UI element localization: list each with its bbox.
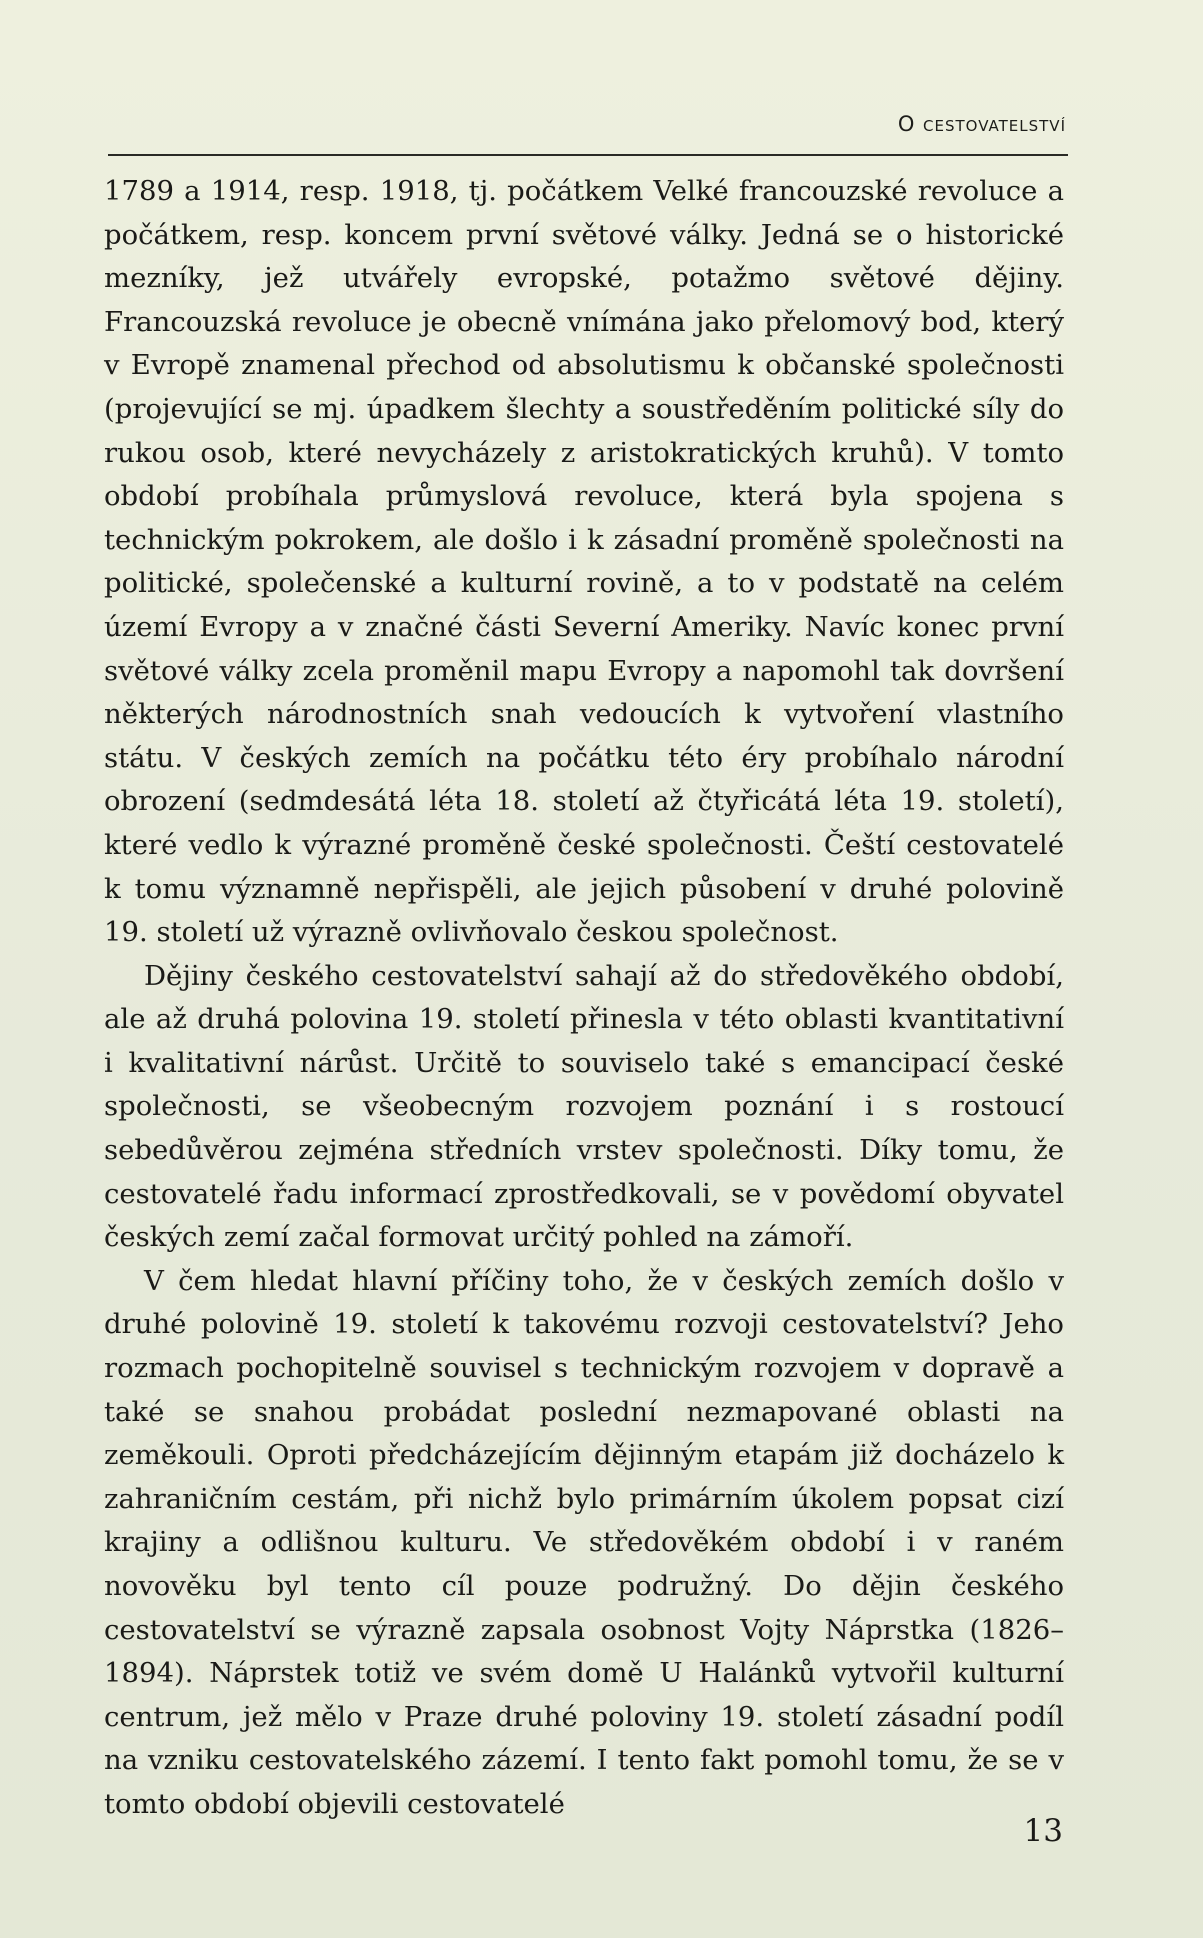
running-head (108, 104, 1068, 156)
paragraph-3: V čem hledat hlavní příčiny toho, že v českých zemích došlo v druhé polovině 19. století k takovému rozvoji cestovatelství? Jeho rozmach pochopitelně souvisel s technickým rozvojem v dopravě a také se snahou probádat poslední nezmapované oblasti na zeměkouli. Oproti předcházejícím dějinným etapám již docházelo k zahraničním cestám, při nichž bylo primárním úkolem popsat cizí krajiny a odlišnou kulturu. Ve středověkém období i v raném novověku byl tento cíl pouze podružný. Do dějin českého cestovatelství se výrazně zapsala osobnost Vojty Náprstka (1826–1894). Náprstek totiž ve svém domě U Halánků vytvořil kulturní centrum, jež mělo v Praze druhé poloviny 19. století zásadní podíl na vzniku cestovatelského zázemí. I tento fakt pomohl tomu, že se v tomto období objevili cestovatelé (104, 1264, 1064, 1820)
paragraph-1: 1789 a 1914, resp. 1918, tj. počátkem Velké francouzské revoluce a počátkem, resp. koncem první světové války. Jedná se o historické mezníky, jež utvářely evropské, potažmo světové dějiny. Francouzská revoluce je obecně vnímána jako přelomový bod, který v Evropě znamenal přechod od absolutismu k občanské společnosti (projevující se mj. úpadkem šlechty a soustředěním politické síly do rukou osob, které nevycházely z aristokratických kruhů). V tomto období probíhala průmyslová revoluce, která byla spojena s technickým pokrokem, ale došlo i k zásadní proměně společnosti na politické, společenské a kulturní rovině, a to v podstatě na celém území Evropy a v značné části Severní Ameriky. Navíc konec první světové války zcela proměnil mapu Evropy a napomohl tak dovršení některých národnostních snah vedoucích k vytvoření vlastního státu. V českých zemích na počátku této éry probíhalo národní obrození (sedmdesátá léta 18. století až čtyřicátá léta 19. století), které vedlo k výrazné proměně české společnosti. Čeští cestovatelé k tomu významně nepřispěli, ale jejich působení v druhé polovině 19. století už výrazně ovlivňovalo českou společnost. (104, 175, 1064, 949)
body-text (104, 170, 1064, 1827)
paragraph-2: Dějiny českého cestovatelství sahají až do středověkého období, ale až druhá polovina 19. století přinesla v této oblasti kvantitativní i kvalitativní nárůst. Určitě to souviselo také s emancipací české společnosti, se všeobecným rozvojem poznání i s rostoucí sebedůvěrou zejména středních vrstev společnosti. Díky tomu, že cestovatelé řadu informací zprostředkovali, se v povědomí obyvatel českých zemí začal formovat určitý pohled na zámoří. (104, 959, 1064, 1254)
running-head-title: O cestovatelství (897, 112, 1066, 136)
page-number: 13 (1023, 1813, 1063, 1849)
